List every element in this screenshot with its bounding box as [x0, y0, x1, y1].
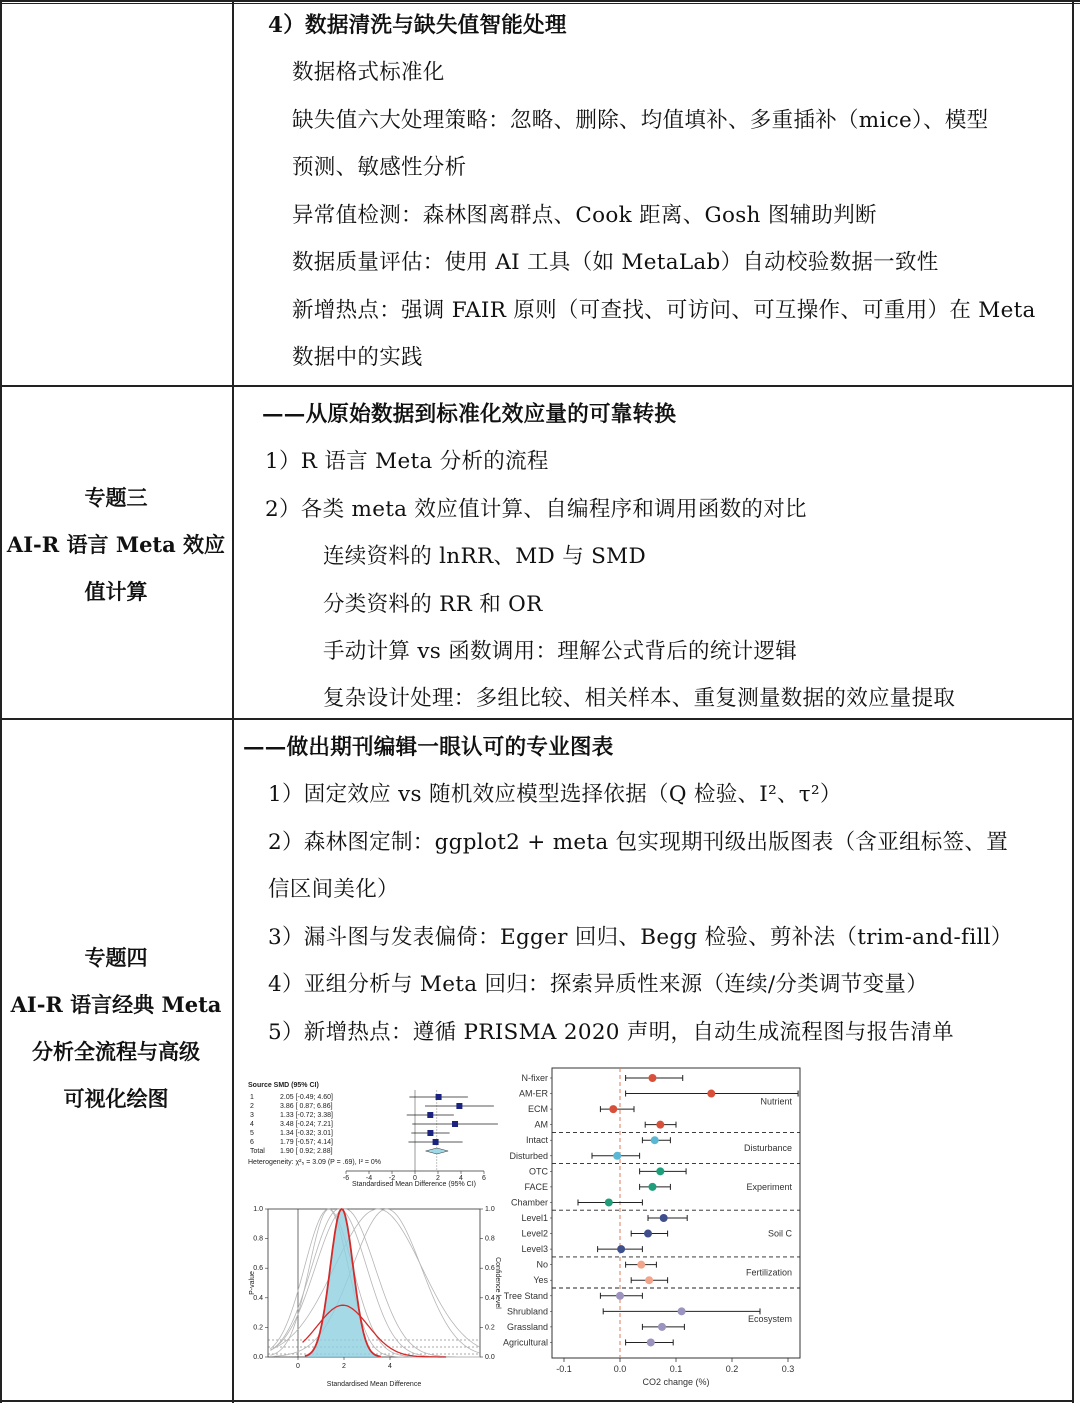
forest-row-square: [433, 1139, 439, 1145]
pvalue-xtick-label: 0: [296, 1363, 300, 1370]
chart-point: [637, 1261, 645, 1269]
forest-total-label: Total: [250, 1148, 265, 1155]
forest-row-ci: 1.34 [-0.32; 3.01]: [280, 1130, 333, 1137]
chart-point: [656, 1167, 664, 1175]
chart-xtick-label: 0.2: [725, 1364, 739, 1374]
topic4-label-line: 专题四: [84, 945, 148, 970]
chart-row-label: Level2: [521, 1228, 548, 1239]
list-item: 3）漏斗图与发表偏倚：Egger 回归、Begg 检验、剪补法（trim-and-fill）: [268, 925, 1013, 950]
topic3-label-line: 值计算: [84, 579, 148, 604]
pvalue-y2tick-label: 0.6: [485, 1265, 495, 1273]
chart-point: [658, 1323, 666, 1331]
list-item: 信区间美化）: [268, 877, 399, 902]
pvalue-summary-area: [305, 1209, 381, 1357]
section-heading: 4）数据清洗与缺失值智能处理: [268, 13, 567, 38]
topic3-label: [0, 474, 232, 615]
list-subitem: 手动计算 vs 函数调用：理解公式背后的统计逻辑: [323, 639, 798, 664]
forest-row-id: 6: [250, 1139, 254, 1146]
list-item: 缺失值六大处理策略：忽略、删除、均值填补、多重插补（mice）、模型: [292, 108, 989, 133]
forest-row-id: 5: [250, 1130, 254, 1137]
chart-row-label: Shrubland: [506, 1306, 548, 1317]
chart-row-label: No: [536, 1259, 548, 1270]
pvalue-ytick-label: 0.2: [253, 1324, 263, 1332]
forest-tick-label: -6: [342, 1175, 350, 1182]
pvalue-y2tick-label: 1.0: [485, 1206, 495, 1213]
forest-row-square: [427, 1112, 433, 1118]
forest-xlabel: Standardised Mean Difference (95% CI): [352, 1181, 476, 1188]
pvalue-xtick-label: 4: [388, 1363, 392, 1370]
chart-point: [651, 1136, 659, 1144]
chart-row-label: Level1: [521, 1213, 548, 1223]
chart-row-label: AM-ER: [519, 1088, 548, 1099]
chart-point: [647, 1338, 655, 1346]
pvalue-y2tick-label: 0.2: [485, 1324, 495, 1332]
chart-point: [605, 1198, 613, 1206]
chart-group-label: Disturbance: [743, 1143, 792, 1153]
forest-row-id: 4: [250, 1121, 254, 1128]
topic4-label-line: AI-R 语言经典 Meta: [10, 992, 222, 1017]
table-top-border: [0, 0, 1080, 4]
chart-point: [609, 1105, 617, 1113]
forest-row-ci: 1.33 [-0.72; 3.38]: [280, 1112, 333, 1119]
chart-point: [648, 1183, 656, 1191]
forest-row-ci: 2.05 [-0.49; 4.60]: [280, 1094, 333, 1101]
chart-row-label: Grassland: [506, 1321, 548, 1332]
pvalue-xlabel: Standardised Mean Difference: [326, 1381, 422, 1388]
chart-group-label: Fertilization: [745, 1267, 792, 1278]
chart-row-label: N-fixer: [521, 1073, 548, 1083]
chart-group-label: Experiment: [746, 1181, 792, 1192]
forest-row-square: [452, 1121, 458, 1127]
forest-row-square: [436, 1094, 442, 1100]
chart-row-label: OTC: [529, 1166, 548, 1177]
chart-xtick-label: -0.1: [556, 1364, 572, 1374]
forest-row-square: [456, 1103, 462, 1109]
pvalue-ylabel: P-value: [249, 1271, 256, 1295]
chart-point: [644, 1230, 652, 1238]
table-bottom-border: [0, 1400, 1074, 1402]
topic4-label: [0, 934, 232, 1122]
chart-point: [660, 1214, 668, 1222]
list-item: 数据质量评估：使用 AI 工具（如 MetaLab）自动校验数据一致性: [292, 250, 939, 275]
chart-point: [645, 1276, 653, 1284]
pvalue-ytick-label: 0.8: [253, 1235, 263, 1243]
chart-group-label: Ecosystem: [747, 1314, 792, 1325]
topic4-label-line: 可视化绘图: [63, 1086, 169, 1111]
forest-heterogeneity: Heterogeneity: χ²₅ = 3.09 (P = .69), I² = 0%: [248, 1159, 382, 1166]
chart-point: [707, 1090, 715, 1098]
list-subitem: 复杂设计处理：多组比较、相关样本、重复测量数据的效应量提取: [323, 686, 956, 711]
list-item: 1）固定效应 vs 随机效应模型选择依据（Q 检验、I²、τ²）: [268, 782, 842, 807]
topic3-label-line: 专题三: [84, 485, 148, 510]
forest-row-id: 1: [250, 1094, 254, 1101]
list-item: 数据中的实践: [292, 345, 423, 370]
topic4-label-line: 分析全流程与高级: [32, 1039, 200, 1064]
list-item: 2）森林图定制：ggplot2 + meta 包实现期刊级出版图表（含亚组标签、置: [268, 830, 1008, 855]
pvalue-y2tick-label: 0.0: [485, 1354, 495, 1361]
pvalue-ytick-label: 0.4: [253, 1294, 263, 1302]
chart-row-label: Agricultural: [502, 1337, 548, 1348]
chart-point: [616, 1292, 624, 1300]
list-subitem: 分类资料的 RR 和 OR: [323, 592, 543, 617]
pvalue-ytick-label: 1.0: [253, 1206, 263, 1213]
forest-total-ci: 1.90 [ 0.92; 2.88]: [280, 1148, 333, 1155]
topic4-subtitle: ——做出期刊编辑一眼认可的专业图表: [243, 735, 614, 760]
chart-xtick-label: 0.1: [669, 1364, 683, 1374]
chart-point: [656, 1121, 664, 1129]
table-column-divider: [232, 0, 234, 1403]
forest-row-id: 3: [250, 1112, 254, 1119]
forest-header: Source SMD (95% CI): [248, 1082, 319, 1089]
list-item: 2）各类 meta 效应值计算、自编程序和调用函数的对比: [265, 497, 807, 522]
table-left-border: [0, 0, 2, 1403]
forest-row-id: 2: [250, 1103, 254, 1110]
list-item: 4）亚组分析与 Meta 回归：探索异质性来源（连续/分类调节变量）: [268, 972, 928, 997]
chart-row-label: Tree Stand: [503, 1290, 548, 1301]
chart-xtick-label: 0.0: [613, 1364, 627, 1374]
pvalue-ytick-label: 0.6: [253, 1265, 263, 1273]
row-divider-2: [0, 718, 1074, 720]
chart-row-label: AM: [534, 1119, 548, 1130]
pvalue-y2tick-label: 0.8: [485, 1235, 495, 1243]
pvalue-study-curve: [270, 1209, 479, 1350]
chart-row-label: ECM: [528, 1104, 548, 1115]
pvalue-ytick-label: 0.0: [253, 1354, 263, 1361]
list-item: 预测、敏感性分析: [292, 155, 467, 180]
chart-group-label: Nutrient: [760, 1096, 792, 1107]
pvalue-plot: [246, 1203, 501, 1393]
chart-point: [648, 1074, 656, 1082]
chart-point: [678, 1307, 686, 1315]
list-item: 异常值检测：森林图离群点、Cook 距离、Gosh 图辅助判断: [292, 203, 877, 228]
chart-xtick-label: 0.3: [781, 1364, 795, 1374]
pvalue-y2tick-label: 0.4: [485, 1294, 495, 1302]
co2-forest-chart: [502, 1064, 805, 1394]
forest-tick-label: 0: [413, 1175, 417, 1182]
list-item: 数据格式标准化: [292, 60, 445, 85]
chart-row-label: FACE: [524, 1181, 548, 1192]
chart-row-label: Chamber: [510, 1197, 548, 1208]
pvalue-xtick-label: 2: [342, 1363, 346, 1370]
chart-row-label: Level3: [521, 1244, 548, 1255]
forest-tick-label: 4: [459, 1175, 463, 1182]
list-item: 1）R 语言 Meta 分析的流程: [265, 449, 549, 474]
forest-tick-label: 6: [482, 1175, 486, 1182]
forest-row-ci: 3.86 [ 0.87; 6.86]: [280, 1103, 333, 1110]
chart-row-label: Intact: [525, 1135, 548, 1146]
list-subitem: 连续资料的 lnRR、MD 与 SMD: [323, 544, 647, 569]
forest-row-ci: 3.48 [-0.24; 7.21]: [280, 1121, 333, 1128]
table-right-border: [1072, 0, 1074, 1403]
chart-group-label: Soil C: [767, 1228, 792, 1239]
forest-tick-label: -2: [388, 1175, 396, 1182]
forest-tick-label: -4: [365, 1175, 373, 1182]
chart-row-label: Disturbed: [509, 1150, 548, 1161]
row-divider-1: [0, 385, 1074, 387]
chart-point: [613, 1152, 621, 1160]
list-item: 新增热点：强调 FAIR 原则（可查找、可访问、可互操作、可重用）在 Meta: [292, 298, 1036, 323]
topic3-label-line: AI-R 语言 Meta 效应: [6, 532, 226, 557]
pvalue-curves: [270, 1209, 479, 1357]
forest-total-diamond: [426, 1148, 449, 1154]
chart-xlabel: CO2 change (%): [642, 1377, 710, 1387]
forest-row-ci: 1.79 [-0.57; 4.14]: [280, 1139, 333, 1146]
topic3-subtitle: ——从原始数据到标准化效应量的可靠转换: [262, 402, 677, 427]
chart-point: [617, 1245, 625, 1253]
forest-tick-label: 2: [436, 1175, 440, 1182]
pvalue-y2label: Confidence level: [494, 1257, 501, 1309]
forest-plot-small: [246, 1078, 498, 1193]
list-item: 5）新增热点：遵循 PRISMA 2020 声明，自动生成流程图与报告清单: [268, 1020, 954, 1045]
forest-row-square: [427, 1130, 433, 1136]
chart-row-label: Yes: [533, 1275, 548, 1286]
